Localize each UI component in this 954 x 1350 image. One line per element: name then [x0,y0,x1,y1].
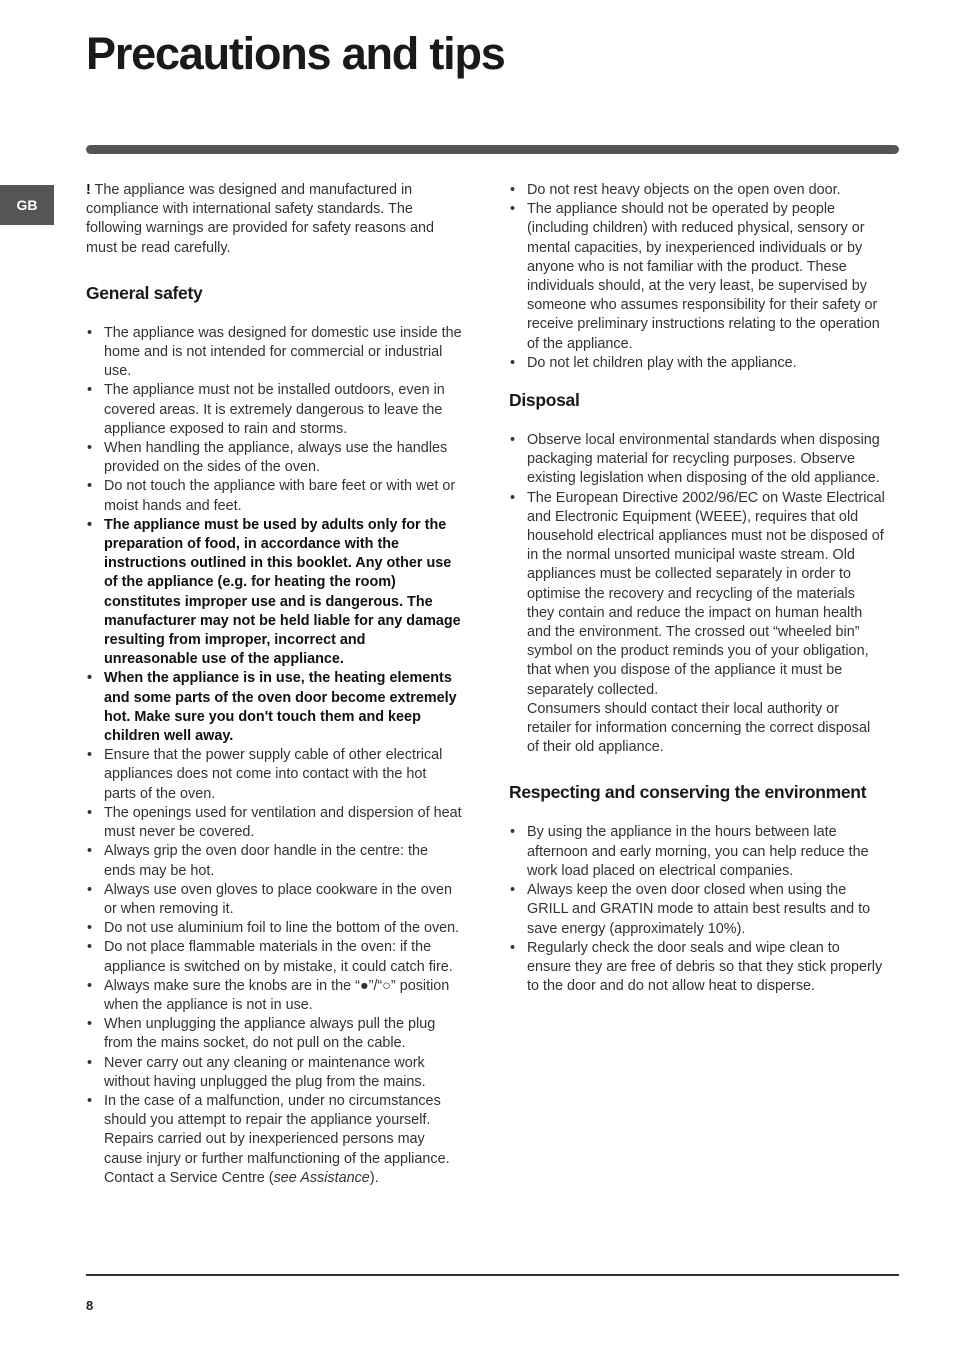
list-item: • Do not place flammable materials in the oven: if the appliance is switched on by mistake, it could catch fire. [86,938,462,976]
right-column [509,181,885,996]
language-tab: GB [0,185,54,225]
intro-paragraph [86,181,462,258]
malfunction-text: In the case of a malfunction, under no circumstances should you attempt to repair the appliance yourself. Repairs carried out by inexperienced persons may cause injury or further malfunctioning of the appliance. Contact a Service Centre ( [104,1092,450,1186]
list-item-warning: • When the appliance is in use, the heating elements and some parts of the oven door become extremely hot. Make sure you don't touch them and keep children well away. [86,669,462,746]
list-item: • The openings used for ventilation and dispersion of heat must never be covered. [86,804,462,842]
malfunction-text-end: ). [369,1169,379,1186]
consumer-note: Consumers should contact their local authority or retailer for information concerning the correct disposal of their old appliance. [527,700,871,756]
environment-list [509,823,885,996]
list-item: • The appliance was designed for domestic use inside the home and is not intended for commercial or industrial use. [86,324,462,382]
list-item: • Always use oven gloves to place cookware in the oven or when removing it. [86,881,462,919]
header-divider [86,145,899,154]
list-item: • The appliance should not be operated by people (including children) with reduced physical, sensory or mental capacities, by inexperienced individuals or by anyone who is not familiar with the product. These individuals should, at the very least, be supervised by someone who assumes responsibility for their safety or receive preliminary instructions relating to the operation of the appliance. [509,200,885,354]
weee-text: The European Directive 2002/96/EC on Waste Electrical and Electronic Equipment (WEEE), requires that old household electrical appliances must not be disposed of in the normal unsorted municipal waste stream. Old appliances must be collected separately in order to optimise the recovery and recycling of the materials they contain and reduce the impact on human health and the environment. The crossed out “wheeled bin” symbol on the product reminds you of your obligation, that when you dispose of the appliance it must be separately collected. [527,489,885,698]
intro-text: The appliance was designed and manufactured in compliance with international safety standards. The following warnings are provided for safety reasons and must be read carefully. [86,182,434,256]
page-number: 8 [86,1298,94,1313]
general-safety-list [86,324,462,1188]
footer-divider [86,1274,899,1276]
list-item: • Never carry out any cleaning or maintenance work without having unplugged the plug from the mains. [86,1054,462,1092]
additional-safety-list [509,181,885,373]
list-item: • Do not rest heavy objects on the open oven door. [509,181,885,200]
list-item: • Regularly check the door seals and wipe clean to ensure they are free of debris so that they stick properly to the door and do not allow heat to disperse. [509,939,885,997]
list-item: • Do not use aluminium foil to line the bottom of the oven. [86,919,462,938]
list-item: • Always grip the oven door handle in the centre: the ends may be hot. [86,842,462,880]
page-title: Precautions and tips [86,28,505,79]
list-item: • By using the appliance in the hours between late afternoon and early morning, you can help reduce the work load placed on electrical companies. [509,823,885,881]
disposal-list [509,431,885,757]
list-item [86,1092,462,1188]
list-item: • Do not let children play with the appliance. [509,354,885,373]
list-item: • Do not touch the appliance with bare feet or with wet or moist hands and feet. [86,477,462,515]
see-assistance-reference: see Assistance [273,1169,370,1186]
list-item: • Observe local environmental standards when disposing packaging material for recycling purposes. Observe existing legislation when disposing of the old appliance. [509,431,885,489]
list-item: • Ensure that the power supply cable of other electrical appliances does not come into contact with the hot parts of the oven. [86,746,462,804]
environment-heading: Respecting and conserving the environment [509,782,867,803]
list-item: • Always keep the oven door closed when using the GRILL and GRATIN mode to attain best results and to save energy (approximately 10%). [509,881,885,939]
warning-mark: ! [86,182,91,198]
list-item-warning: • The appliance must be used by adults only for the preparation of food, in accordance with the instructions outlined in this booklet. Any other use of the appliance (e.g. for heating the room) constitutes improper use and is dangerous. The manufacturer may not be held liable for any damage resulting from improper, incorrect and unreasonable use of the appliance. [86,516,462,670]
list-item: • The appliance must not be installed outdoors, even in covered areas. It is extremely dangerous to leave the appliance exposed to rain and storms. [86,381,462,439]
list-item: • When unplugging the appliance always pull the plug from the mains socket, do not pull on the cable. [86,1015,462,1053]
list-item: • When handling the appliance, always use the handles provided on the sides of the oven. [86,439,462,477]
general-safety-heading: General safety [86,282,203,303]
disposal-heading: Disposal [509,390,580,411]
list-item: • Always make sure the knobs are in the “●”/“○” position when the appliance is not in use. [86,977,462,1015]
list-item [509,489,885,758]
left-column [86,181,462,1188]
